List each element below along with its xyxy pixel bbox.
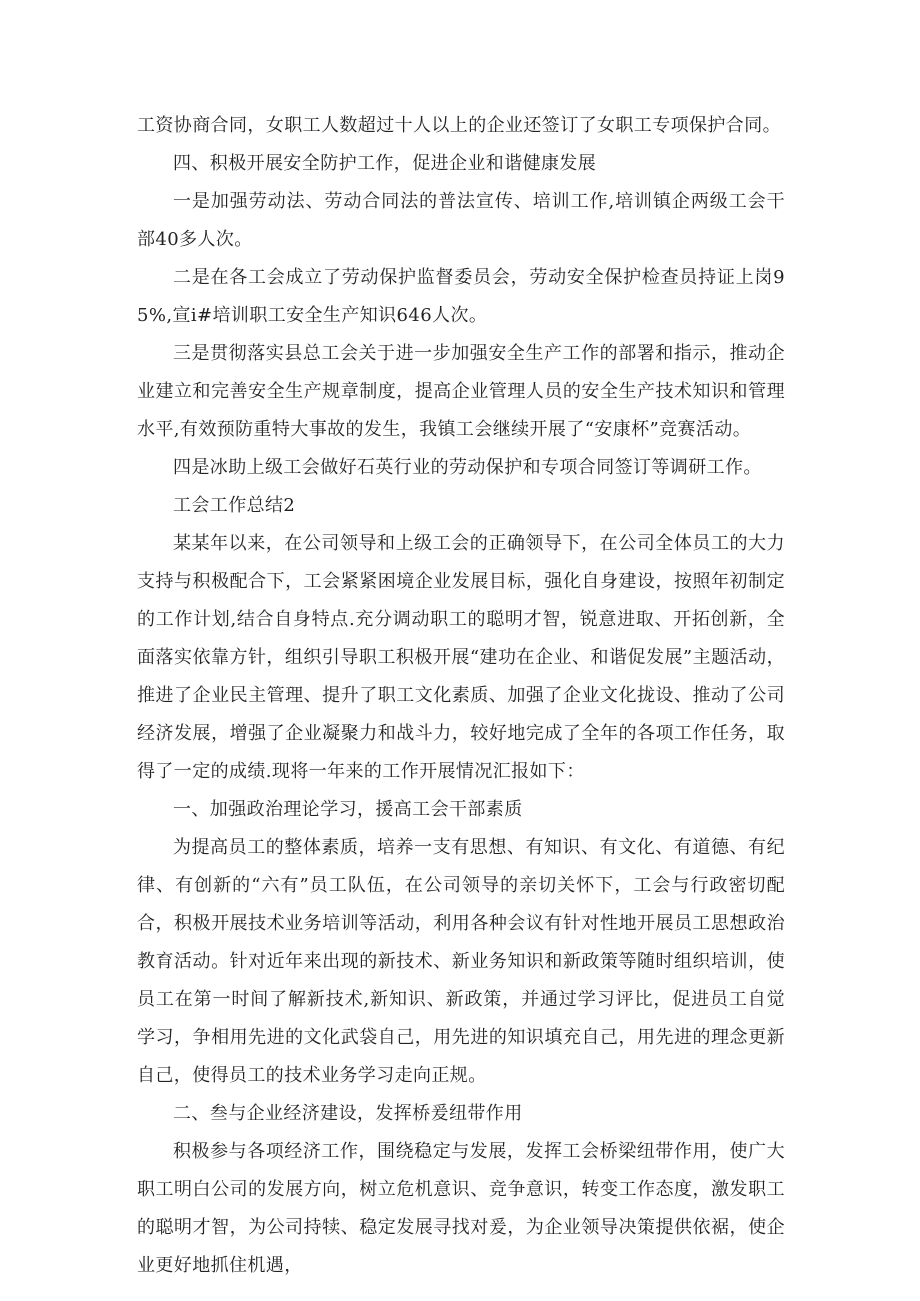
paragraph-continuation: 工资协商合同，女职工人数超过十人以上的企业还签订了女职工专项保护合同。 — [137, 115, 781, 136]
paragraph-item-2: 二是在各工会成立了劳动保护监督委员会，劳动安全保护检查员持证上岗95%,宣i#培训职工安全生产知识646人次。 — [137, 267, 785, 326]
paragraph-item-4: 四是冰助上级工会做好石英行业的劳动保护和专项合同签订等调研工作。 — [173, 457, 762, 478]
paragraph-item-1: 一是加强劳动法、劳动合同法的普法宣传、培训工作,培训镇企两级工会干部40多人次。 — [137, 191, 785, 250]
section-heading-economic-building: 二、叁与企业经济建设，发挥桥爰纽带作用 — [173, 1103, 523, 1124]
section-heading-political-study: 一、加强政治理论学习，援高工会干部素质 — [173, 799, 523, 820]
document-page — [137, 107, 785, 1285]
paragraph-summary-intro: 某某年以来，在公司领导和上级工会的正确领导下，在公司全体员工的大力支持与积极配合下，工会紧紧困境企业发展目标，强化自身建设，按照年初制定的工作计划,结合自身特点.充分调动职工的聪明才智，锐意进取、开拓创新，全面落实依靠方针，组织引导职工积极开展“建功在企业、和谐促发展”主题活动，推进了企业民主管理、提升了职工文化素质、加强了企业文化拢设、推动了公司经济发展，增强了企业凝聚力和战斗力，较好地完成了全年的各项工作任务，取得了一定的成绩.现将一年来的工作开展情况汇报如下： — [137, 533, 785, 782]
paragraph-economic-building: 积极参与各项经济工作，围绕稳定与发展，发挥工会桥梁纽带作用，使广大职工明白公司的发展方向，树立危机意识、竞争意识，转变工作态度，激发职工的聪明才智，为公司持犊、稳定发展寻找对爰，为企业领导决策提供依裾，使企业更好地抓住机遇， — [137, 1141, 785, 1276]
section-heading-safety: 四、积极开展安全防护工作，促进企业和谐健康发展 — [173, 153, 597, 174]
section-title-summary-2: 工会工作总结2 — [173, 495, 296, 516]
paragraph-political-study: 为提高员工的整体素质，培养一支有思想、有知识、有文化、有道德、有纪律、有创新的“六有”员工队伍，在公司领导的亲切关怀下，工会与行政密切配合，积极开展技术业务培训等活动，利用各种会议有针对性地开展员工思想政治教育活动。针对近年来出现的新技术、新业务知识和新政策等随时组织培训，使员工在第一时间了解新技术,新知识、新政策，并通过学习评比，促进员工自觉学习，争相用先进的文化武袋自己，用先进的知识填充自己，用先进的理念更新自己，使得员工的技术业务学习走向正规。 — [137, 837, 785, 1086]
paragraph-item-3: 三是贯彻落实县总工会关于进一步加强安全生产工作的部署和指示，推动企业建立和完善安全生产规章制度，提高企业管理人员的安全生产技术知识和管理水平,有效预防重特大事故的发生，我镇工会继续开展了“安康杯”竞赛活动。 — [137, 343, 785, 440]
